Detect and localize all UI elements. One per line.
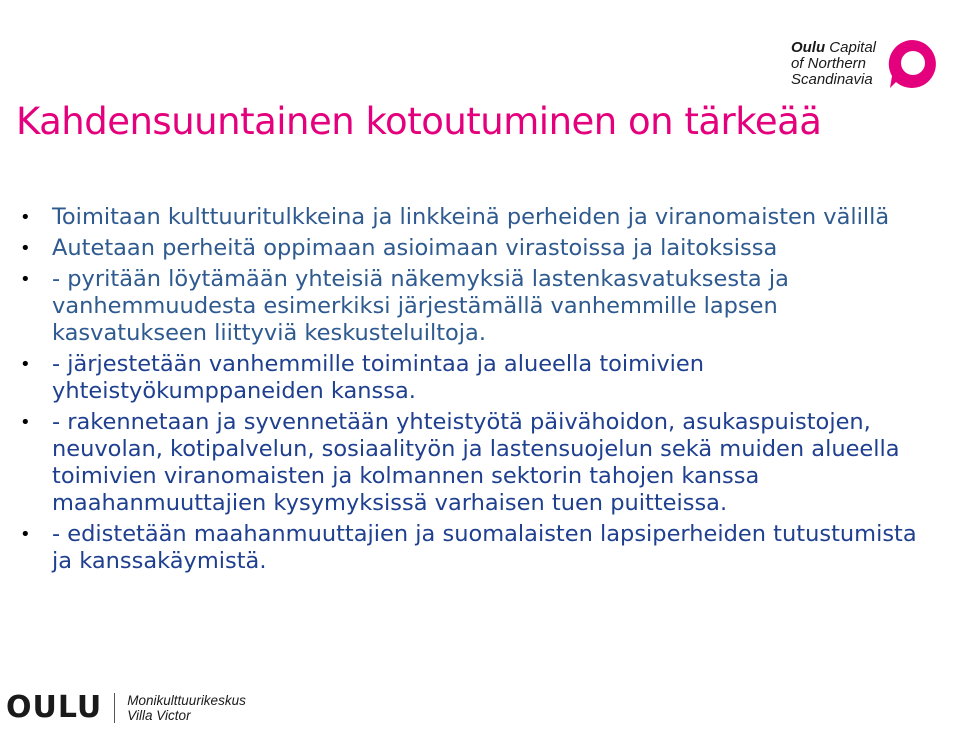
brand-line1-bold: Oulu bbox=[790, 39, 826, 56]
bullet-dot-icon: • bbox=[20, 238, 31, 259]
list-item bbox=[20, 521, 925, 575]
bullet-text: - edistetään maahanmuuttajien ja suomalaisten lapsiperheiden tutustumista ja kanssakäymistä. bbox=[52, 521, 917, 574]
footer-subtitle bbox=[127, 693, 246, 723]
brand-line2: of Northern bbox=[790, 55, 867, 72]
bullet-text: - järjestetään vanhemmille toimintaa ja alueella toimivien yhteistyökumppaneiden kanssa. bbox=[52, 351, 705, 404]
footer-divider bbox=[114, 693, 115, 723]
bullet-text: - pyritään löytämään yhteisiä näkemyksiä lastenkasvatuksesta ja vanhemmuudesta esimerkiksi järjestämällä vanhemmille lapsen kasvatukseen liittyviä keskusteluiltoja. bbox=[52, 266, 789, 346]
bullet-list bbox=[20, 204, 925, 579]
bullet-dot-icon: • bbox=[20, 354, 31, 375]
page-title: Kahdensuuntainen kotoutuminen on tärkeää bbox=[16, 100, 822, 143]
brand-tagline bbox=[791, 40, 876, 88]
bullet-dot-icon: • bbox=[20, 269, 31, 290]
list-item bbox=[20, 409, 925, 517]
brand-logo bbox=[791, 38, 938, 90]
footer-line1: Monikulttuurikeskus bbox=[127, 692, 246, 708]
bullet-dot-icon: • bbox=[20, 412, 31, 433]
footer-line2: Villa Victor bbox=[127, 707, 191, 723]
oulu-logo-text: OULU bbox=[6, 690, 103, 725]
list-item bbox=[20, 204, 925, 231]
list-item bbox=[20, 235, 925, 262]
list-item bbox=[20, 351, 925, 405]
bullet-text: - rakennetaan ja syvennetään yhteistyötä päivähoidon, asukaspuistojen, neuvolan, kotipalvelun, sosiaalityön ja lastensuojelun sekä muiden alueella toimivien viranomaisten ja kolmannen sektorin tahojen kanssa maahanmuuttajien kysymyksissä varhaisen tuen puitteissa. bbox=[52, 409, 900, 516]
bullet-text: Toimitaan kulttuuritulkkeina ja linkkeinä perheiden ja viranomaisten välillä bbox=[52, 204, 890, 230]
speech-pin-icon bbox=[886, 38, 938, 90]
list-item bbox=[20, 266, 925, 347]
footer-logo bbox=[6, 690, 246, 725]
bullet-dot-icon: • bbox=[20, 207, 31, 228]
brand-line3: Scandinavia bbox=[790, 71, 873, 88]
bullet-text: Autetaan perheitä oppimaan asioimaan virastoissa ja laitoksissa bbox=[52, 235, 778, 261]
bullet-dot-icon: • bbox=[20, 524, 31, 545]
brand-line1-rest: Capital bbox=[825, 39, 876, 56]
